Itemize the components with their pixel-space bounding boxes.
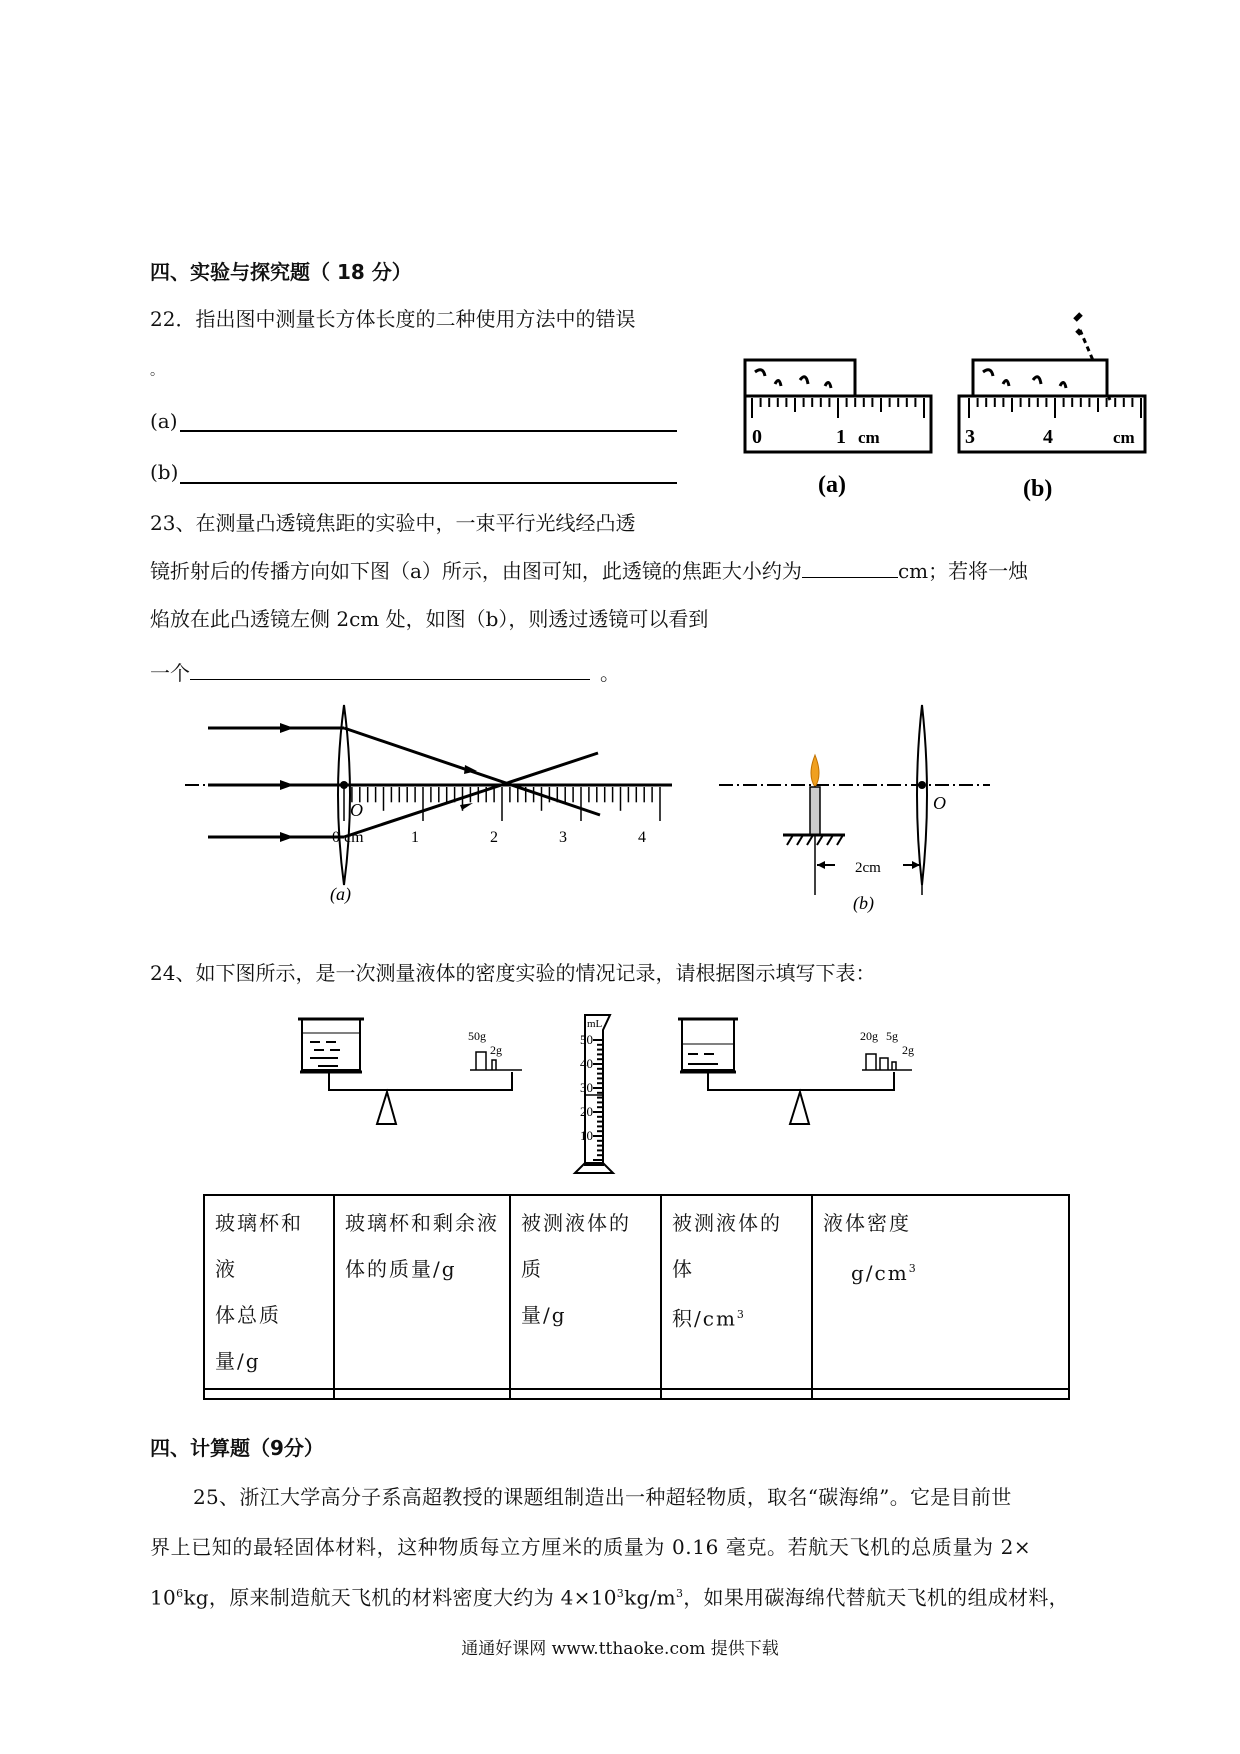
q25-line2: 界上已知的最轻固体材料，这种物质每立方厘米的质量为 0.16 毫克。若航天飞机的总质量为 2× — [150, 1535, 1032, 1559]
lens-a-tick-1: 1 — [411, 829, 419, 846]
ruler-b-unit: cm — [1113, 428, 1135, 447]
ruler-a-unit: cm — [858, 428, 880, 447]
lens-a-tick-4: 4 — [638, 829, 646, 846]
balance-2-weight-5g: 5g — [886, 1029, 898, 1043]
section-heading-experiment: 四、实验与探究题（ 18 分） — [150, 260, 412, 284]
q23-line2-post: cm；若将一烛 — [897, 559, 1029, 583]
density-experiment-figure — [290, 1010, 950, 1180]
q25-line1: 25、浙江大学高分子系高超教授的课题组制造出一种超轻物质，取名“碳海绵”。它是目前世 — [193, 1485, 1012, 1509]
balance-2-weight-2g: 2g — [902, 1043, 914, 1057]
lens-a-label: (a) — [330, 884, 351, 904]
section-heading-calculation: 四、计算题（9分） — [150, 1436, 324, 1460]
ruler-figure-a — [740, 350, 940, 500]
q23-line4-post: 。 — [600, 661, 620, 685]
header-total-mass: 玻璃杯和液 体总质量/g — [204, 1195, 334, 1389]
lens-figure-a — [180, 695, 680, 915]
header-liquid-mass: 被测液体的质 量/g — [510, 1195, 661, 1389]
cylinder-20: 20 — [580, 1104, 593, 1119]
answer-total-mass[interactable] — [204, 1389, 334, 1399]
balance-1 — [298, 1019, 522, 1124]
header-density: 液体密度 $g/cm^3$ — [812, 1195, 1069, 1389]
q23-image-blank[interactable] — [190, 661, 590, 680]
lens-b-label: (b) — [853, 893, 874, 913]
q23-line4 — [150, 661, 620, 685]
balance-2-weight-20g: 20g — [860, 1029, 878, 1043]
cylinder-50: 50 — [580, 1032, 593, 1047]
q22-end: 。 — [150, 363, 164, 379]
q23-line2 — [150, 559, 1028, 583]
measuring-cylinder — [575, 1015, 613, 1173]
answer-liquid-mass[interactable] — [510, 1389, 661, 1399]
q23-line1: 23、在测量凸透镜焦距的实验中，一束平行光线经凸透 — [150, 511, 636, 535]
lens-figure-b — [715, 695, 995, 915]
q22-text: 22．指出图中测量长方体长度的二种使用方法中的错误 — [150, 307, 636, 331]
balance-1-weight-50g: 50g — [468, 1029, 486, 1043]
table-header-row — [204, 1195, 1069, 1389]
q23-line3: 焰放在此凸透镜左侧 2cm 处，如图（b），则透过透镜可以看到 — [150, 607, 709, 631]
table-answer-row — [204, 1389, 1069, 1399]
cylinder-40: 40 — [580, 1056, 593, 1071]
cylinder-30: 30 — [580, 1080, 593, 1095]
lens-a-origin: O — [350, 800, 363, 820]
q23-line4-pre: 一个 — [150, 661, 190, 685]
q23-line2-pre: 镜折射后的传播方向如下图（a）所示，由图可知，此透镜的焦距大小约为 — [150, 559, 802, 583]
ruler-a-label: (a) — [818, 472, 846, 498]
lens-a-tick-3: 3 — [559, 829, 567, 846]
q24-text: 24、如下图所示，是一次测量液体的密度实验的情况记录，请根据图示填写下表： — [150, 961, 876, 985]
ruler-a-tick-1: 1 — [836, 426, 846, 448]
footer: 通通好课网 www.tthaoke.com 提供下载 — [461, 1639, 779, 1659]
q22-b-answer-line[interactable] — [180, 482, 677, 484]
q22-a-label: (a) — [150, 409, 178, 433]
balance-1-weight-2g: 2g — [490, 1043, 502, 1057]
q25-line3: $10^6kg$，原来制造航天飞机的材料密度大约为 $4\times 10^3kg/m^3$，如果用碳海绵代替航天飞机的组成材料， — [150, 1585, 1069, 1610]
header-liquid-volume: 被测液体的体 积$/cm^3$ — [661, 1195, 812, 1389]
ruler-b-tick-4: 4 — [1043, 426, 1053, 448]
ruler-b-tick-3: 3 — [965, 426, 975, 448]
balance-2 — [678, 1019, 914, 1124]
lens-b-origin: O — [933, 793, 946, 813]
ruler-a-tick-0: 0 — [752, 426, 762, 448]
q23-focal-length-blank[interactable] — [802, 559, 898, 578]
answer-liquid-volume[interactable] — [661, 1389, 812, 1399]
answer-remaining-mass[interactable] — [334, 1389, 510, 1399]
density-data-table — [203, 1194, 1070, 1400]
cylinder-10: 10 — [580, 1128, 593, 1143]
lens-a-tick-2: 2 — [490, 829, 498, 846]
header-remaining-mass: 玻璃杯和剩余液 体的质量/g — [334, 1195, 510, 1389]
q22-b-label: (b) — [150, 460, 179, 484]
lens-b-distance: 2cm — [855, 860, 881, 876]
ruler-figure-b — [955, 300, 1155, 500]
cylinder-unit: mL — [587, 1018, 603, 1030]
answer-density[interactable] — [812, 1389, 1069, 1399]
ruler-b-label: (b) — [1023, 476, 1053, 502]
lens-a-unit: 0 cm — [332, 829, 364, 846]
q22-a-answer-line[interactable] — [180, 430, 677, 432]
